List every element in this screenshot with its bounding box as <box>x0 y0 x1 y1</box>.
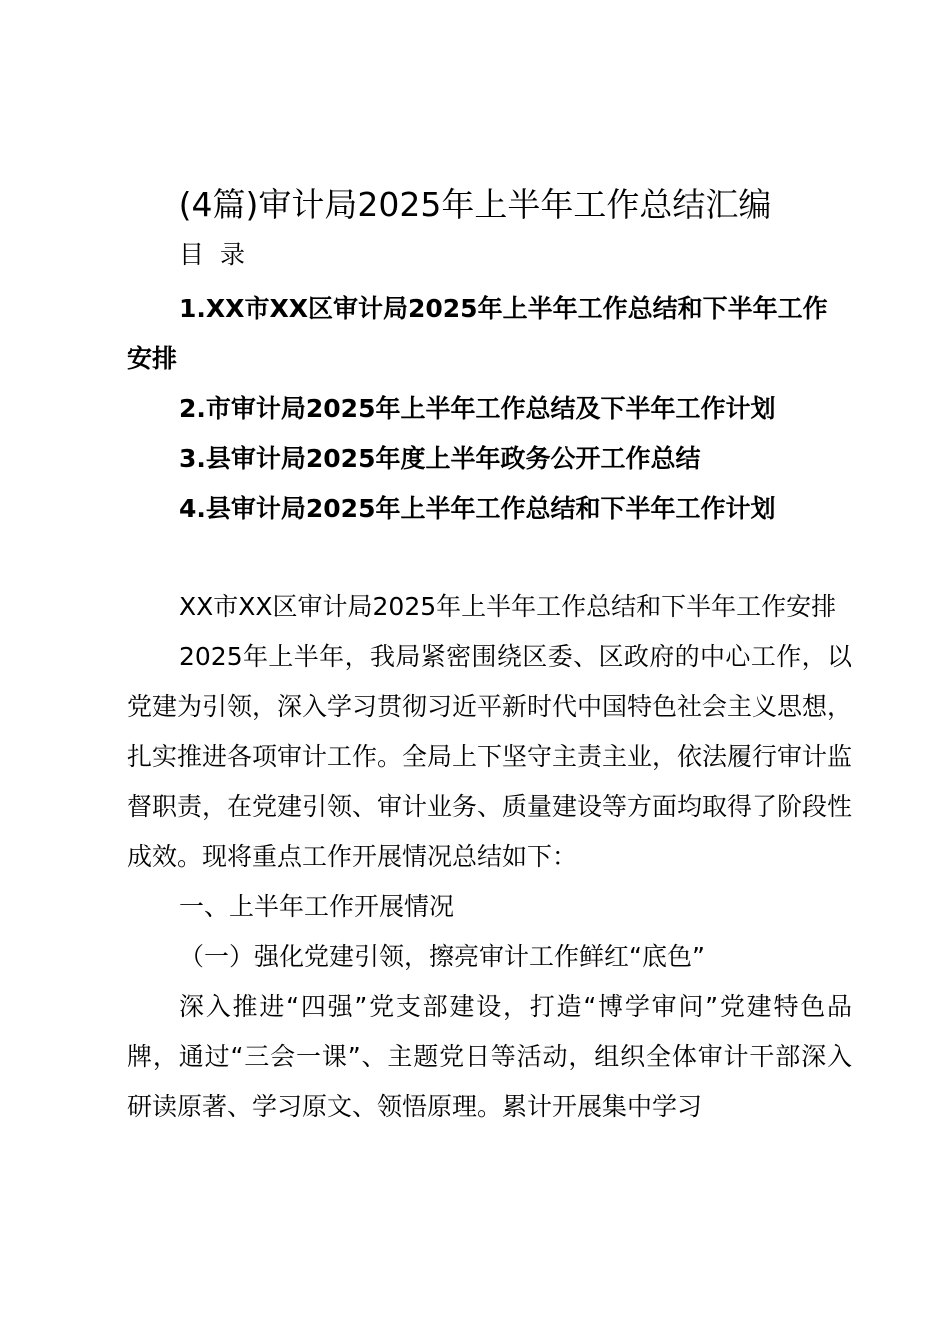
toc-item-3[interactable]: 3.县审计局2025年度上半年政务公开工作总结 <box>179 444 701 473</box>
section-title: XX市XX区审计局2025年上半年工作总结和下半年工作安排 <box>179 592 837 621</box>
toc-item-2[interactable]: 2.市审计局2025年上半年工作总结及下半年工作计划 <box>179 394 776 423</box>
document-body <box>127 582 852 1132</box>
document-title: (4篇)审计局2025年上半年工作总结汇编 <box>178 185 772 224</box>
table-of-contents <box>127 284 847 534</box>
toc-item-4[interactable]: 4.县审计局2025年上半年工作总结和下半年工作计划 <box>179 494 776 523</box>
toc-heading: 目 录 <box>179 240 249 269</box>
toc-item-1[interactable]: 1.XX市XX区审计局2025年上半年工作总结和下半年工作安排 <box>127 294 828 373</box>
section-heading-1: 一、上半年工作开展情况 <box>179 892 455 921</box>
intro-paragraph: 2025年上半年，我局紧密围绕区委、区政府的中心工作，以党建为引领，深入学习贯彻习近平新时代中国特色社会主义思想，扎实推进各项审计工作。全局上下坚守主责主业，依法履行审计监督职责，在党建引领、审计业务、质量建设等方面均取得了阶段性成效。现将重点工作开展情况总结如下： <box>127 642 853 871</box>
body-paragraph: 深入推进“四强”党支部建设，打造“博学审问”党建特色品牌，通过“三会一课”、主题党日等活动，组织全体审计干部深入研读原著、学习原文、领悟原理。累计开展集中学习 <box>127 992 852 1121</box>
subsection-heading-1: （一）强化党建引领，擦亮审计工作鲜红“底色” <box>179 942 705 971</box>
